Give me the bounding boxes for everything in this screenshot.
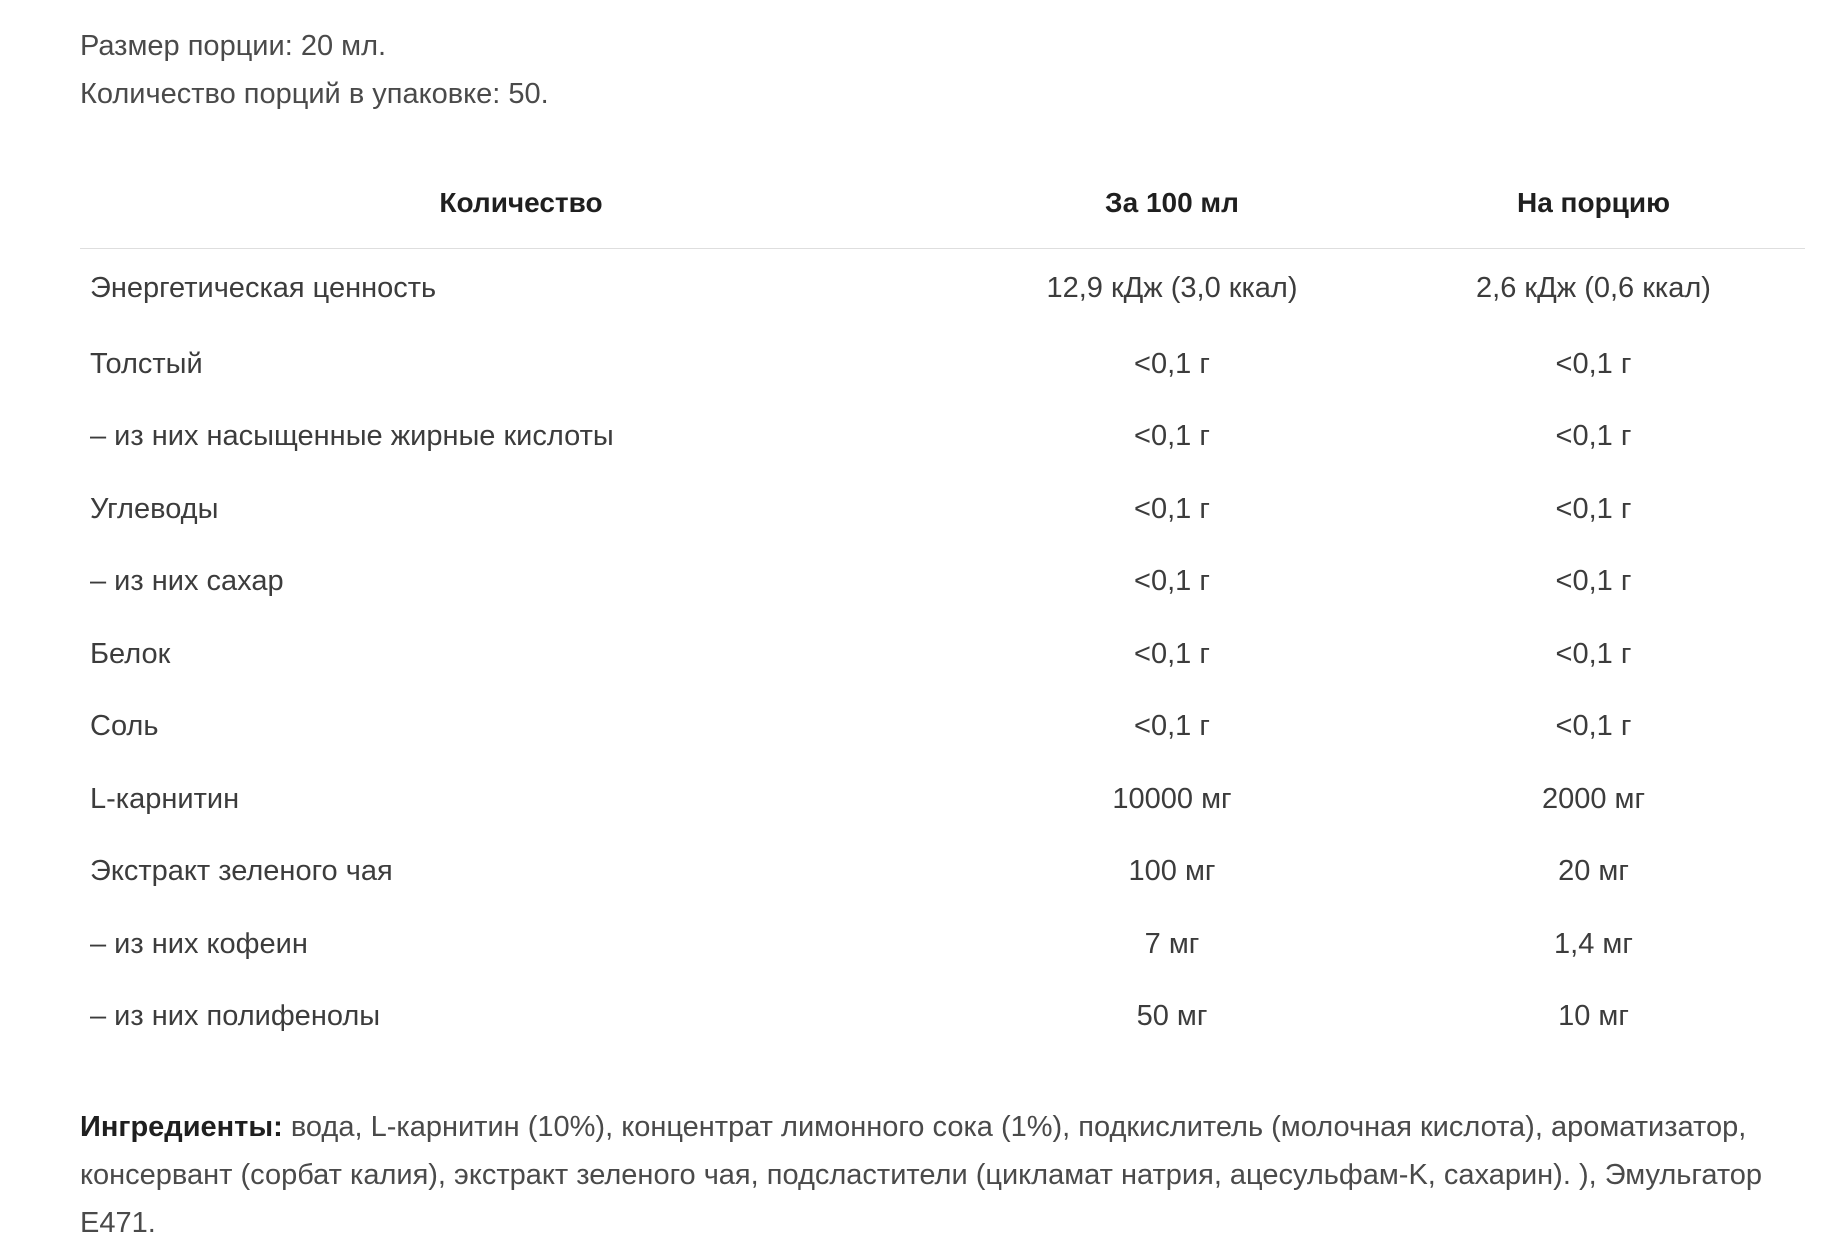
column-header-per-100ml: За 100 мл xyxy=(962,158,1382,249)
nutrition-table xyxy=(80,158,1805,1053)
ingredients-label: Ингредиенты: xyxy=(80,1111,283,1143)
value-per-100ml: 7 мг xyxy=(1144,927,1200,960)
nutrient-name: Углеводы xyxy=(90,492,219,525)
value-per-100ml: 100 мг xyxy=(1128,855,1216,888)
value-per-serving: 10 мг xyxy=(1558,1000,1629,1033)
nutrition-info xyxy=(80,22,1805,1247)
value-per-serving: <0,1 г xyxy=(1555,492,1632,525)
nutrient-name: L-карнитин xyxy=(90,782,240,815)
table-row xyxy=(80,618,1805,691)
nutrient-name: – из них насыщенные жирные кислоты xyxy=(90,420,614,453)
value-per-100ml: <0,1 г xyxy=(1134,710,1210,743)
value-per-100ml: <0,1 г xyxy=(1134,637,1210,670)
servings-count: Количество порций в упаковке: 50. xyxy=(80,78,549,110)
column-header-per-serving: На порцию xyxy=(1382,158,1805,249)
table-row xyxy=(80,473,1805,546)
value-per-serving: 2000 мг xyxy=(1541,782,1646,815)
nutrient-name: – из них полифенолы xyxy=(90,1000,381,1033)
value-per-100ml: <0,1 г xyxy=(1134,565,1210,598)
value-per-100ml: <0,1 г xyxy=(1134,420,1210,453)
value-per-serving: <0,1 г xyxy=(1555,420,1632,453)
serving-size: Размер порции: 20 мл. xyxy=(80,30,387,62)
nutrient-name: – из них кофеин xyxy=(90,927,308,960)
nutrient-name: Белок xyxy=(90,637,171,670)
value-per-serving: <0,1 г xyxy=(1555,637,1632,670)
column-header-amount: Количество xyxy=(80,158,962,249)
value-per-100ml: 12,9 кДж (3,0 ккал) xyxy=(1046,272,1298,304)
nutrient-name: Энергетическая ценность xyxy=(90,272,437,304)
nutrient-name: – из них сахар xyxy=(90,565,284,598)
value-per-100ml: 10000 мг xyxy=(1112,782,1232,815)
nutrient-name: Соль xyxy=(90,710,159,743)
table-row xyxy=(80,763,1805,836)
table-row xyxy=(80,836,1805,909)
table-header-row xyxy=(80,158,1805,249)
table-row xyxy=(80,691,1805,764)
value-per-serving: 2,6 кДж (0,6 ккал) xyxy=(1476,272,1711,304)
value-per-100ml: 50 мг xyxy=(1136,1000,1208,1033)
table-row xyxy=(80,328,1805,401)
value-per-serving: <0,1 г xyxy=(1555,565,1632,598)
nutrient-name: Экстракт зеленого чая xyxy=(90,855,393,888)
value-per-serving: <0,1 г xyxy=(1555,710,1632,743)
ingredients-list: вода, L-карнитин (10%), концентрат лимонного сока (1%), подкислитель (молочная кислота), ароматизатор, консервант (сорбат калия), экстракт зеленого чая, подсластители (цикламат натрия, ацесульфам-K, сахарин). ), Эмульгатор E471. xyxy=(80,1111,1763,1239)
table-row xyxy=(80,249,1805,329)
value-per-100ml: <0,1 г xyxy=(1134,347,1210,380)
value-per-serving: 20 мг xyxy=(1558,855,1629,888)
nutrient-name: Толстый xyxy=(90,347,203,380)
value-per-100ml: <0,1 г xyxy=(1134,492,1210,525)
table-row xyxy=(80,908,1805,981)
table-row xyxy=(80,546,1805,619)
table-row xyxy=(80,401,1805,474)
value-per-serving: 1,4 мг xyxy=(1554,927,1633,960)
ingredients-text xyxy=(80,1103,1805,1247)
value-per-serving: <0,1 г xyxy=(1555,347,1632,380)
table-row xyxy=(80,981,1805,1054)
